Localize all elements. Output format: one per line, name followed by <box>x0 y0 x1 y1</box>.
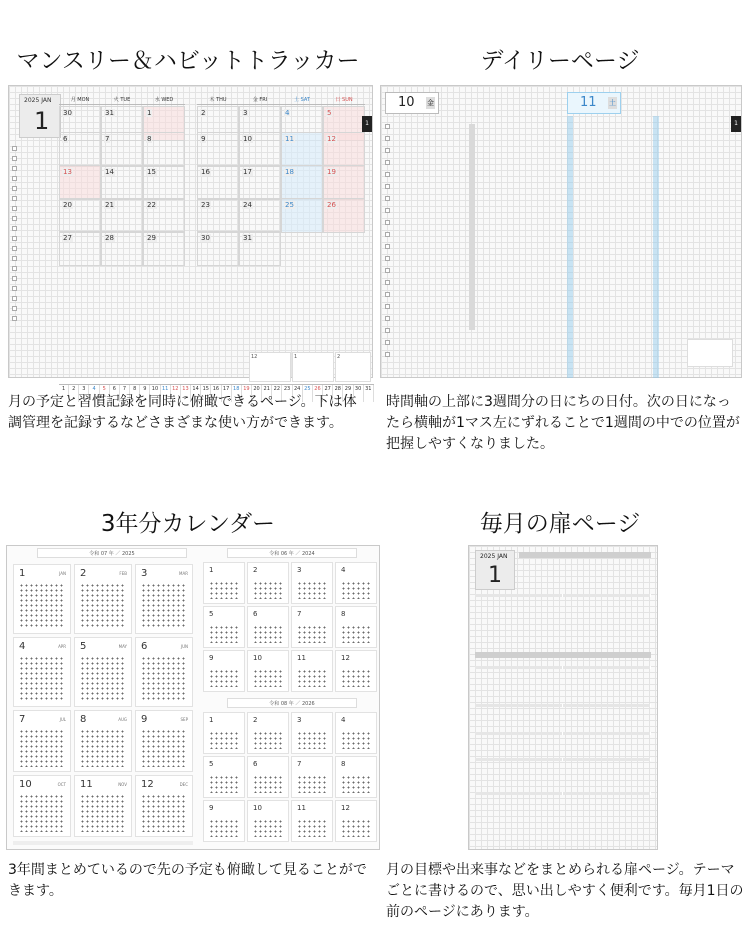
todo-checkbox[interactable] <box>385 172 390 177</box>
month-block: 1 <box>203 562 245 604</box>
month-block: 10 OCT <box>13 775 71 837</box>
habit-checkbox[interactable] <box>12 156 17 161</box>
month-block: 3 <box>291 712 333 754</box>
day-cell[interactable]: 24 <box>239 198 281 233</box>
day-cell[interactable]: 15 <box>143 165 185 200</box>
weekday-wed: 水 WED <box>143 96 185 105</box>
month-block: 9 <box>203 800 245 842</box>
mini-calendar-feb: 2 <box>335 352 371 382</box>
day-cell[interactable]: 18 <box>281 165 323 200</box>
week-column-highlight <box>653 116 659 378</box>
month-block: 5 <box>203 756 245 798</box>
mini-calendar-dec: 12 <box>249 352 291 382</box>
habit-checkbox[interactable] <box>12 186 17 191</box>
habit-checkbox[interactable] <box>12 316 17 321</box>
month-date-box <box>19 94 61 138</box>
month-block: 7 JUL <box>13 710 71 772</box>
day-cell[interactable]: 30 <box>197 231 239 266</box>
day-cell[interactable]: 5 <box>323 106 365 141</box>
month-block: 2 <box>247 562 289 604</box>
day-cell[interactable]: 13 <box>59 165 101 200</box>
year-heading-2026: 令和 08 年 ／ 2026 <box>227 698 357 708</box>
month-block: 9 <box>203 650 245 692</box>
todo-checkbox[interactable] <box>385 220 390 225</box>
todo-checkbox[interactable] <box>385 340 390 345</box>
todo-checkbox[interactable] <box>385 256 390 261</box>
month-block: 8 <box>335 756 377 798</box>
day-cell[interactable]: 11 <box>281 132 323 167</box>
todo-checkbox[interactable] <box>385 148 390 153</box>
month-block: 2 FEB <box>74 564 132 634</box>
yearly-title: 3年分カレンダー <box>100 511 276 537</box>
day-cell[interactable]: 4 <box>281 106 323 141</box>
habit-checkbox[interactable] <box>12 226 17 231</box>
habit-checkbox[interactable] <box>12 176 17 181</box>
month-tab[interactable]: 1 <box>731 116 741 132</box>
weekday-sat: 土 SAT <box>281 96 323 105</box>
todo-checkbox[interactable] <box>385 328 390 333</box>
month-block: 3 MAR <box>135 564 193 634</box>
todo-checkbox[interactable] <box>385 232 390 237</box>
month-block: 10 <box>247 650 289 692</box>
habit-checkbox[interactable] <box>12 286 17 291</box>
date-box-next: 11 土 <box>567 92 621 114</box>
month-block: 5 MAY <box>74 637 132 707</box>
todo-checkbox[interactable] <box>385 292 390 297</box>
door-description: 月の目標や出来事などをまとめられる扉ページ。テーマごとに書けるので、思い出しやすく便利です。毎月1日の前のページにあります。 <box>386 862 744 920</box>
habit-checkbox[interactable] <box>12 246 17 251</box>
month-tab[interactable]: 1 <box>362 116 372 132</box>
month-block: 12 <box>335 800 377 842</box>
month-block: 11 <box>291 800 333 842</box>
todo-checkbox[interactable] <box>385 268 390 273</box>
todo-checkbox[interactable] <box>385 196 390 201</box>
mini-calendar-jan: 1 <box>292 352 334 382</box>
monthly-title: マンスリー＆ハビットトラッカー <box>16 48 360 74</box>
todo-checkbox[interactable] <box>385 160 390 165</box>
month-block: 6 JUN <box>135 637 193 707</box>
day-cell[interactable]: 17 <box>239 165 281 200</box>
week-column-highlight <box>567 116 573 378</box>
habit-checkbox[interactable] <box>12 296 17 301</box>
theme-row <box>475 704 651 707</box>
weekday-sun: 日 SUN <box>323 96 365 105</box>
year-label: 2025 JAN <box>24 97 52 104</box>
day-cell[interactable]: 22 <box>143 198 185 233</box>
door-title: 毎月の扉ページ <box>479 511 641 537</box>
todo-checkbox[interactable] <box>385 304 390 309</box>
day-cell[interactable]: 16 <box>197 165 239 200</box>
month-block: 7 <box>291 606 333 648</box>
yearly-page <box>6 545 380 850</box>
month-block: 8 AUG <box>74 710 132 772</box>
theme-row <box>475 758 651 761</box>
todo-checkbox[interactable] <box>385 244 390 249</box>
weekday-fri: 金 FRI <box>239 96 281 105</box>
month-block: 4 APR <box>13 637 71 707</box>
todo-checkbox[interactable] <box>385 352 390 357</box>
day-cell[interactable]: 21 <box>101 198 143 233</box>
month-block: 10 <box>247 800 289 842</box>
todo-checkbox[interactable] <box>385 208 390 213</box>
habit-checkbox[interactable] <box>12 306 17 311</box>
time-axis <box>469 124 475 330</box>
door-page <box>468 545 658 850</box>
month-block: 11 NOV <box>74 775 132 837</box>
yearly-description: 3年間まとめているので先の予定も俯瞰して見ることができます。 <box>8 862 367 899</box>
theme-band <box>475 652 651 658</box>
habit-checkbox[interactable] <box>12 236 17 241</box>
day-cell[interactable]: 30 <box>59 106 101 141</box>
door-date-box: 2025 JAN 1 <box>475 550 515 590</box>
day-cell[interactable]: 12 <box>323 132 365 167</box>
weekday-tue: 火 TUE <box>101 96 143 105</box>
day-cell[interactable]: 27 <box>59 231 101 266</box>
habit-checkbox[interactable] <box>12 216 17 221</box>
day-cell[interactable]: 10 <box>239 132 281 167</box>
month-block: 9 SEP <box>135 710 193 772</box>
mini-calendar <box>687 339 733 367</box>
month-block: 6 <box>247 606 289 648</box>
month-block: 11 <box>291 650 333 692</box>
year-heading-2025: 令和 07 年 ／ 2025 <box>37 548 187 558</box>
day-cell[interactable]: 25 <box>281 198 323 233</box>
day-cell[interactable]: 31 <box>101 106 143 141</box>
habit-checkbox[interactable] <box>12 266 17 271</box>
month-block: 1 <box>203 712 245 754</box>
month-block: 12 DEC <box>135 775 193 837</box>
weekday-thu: 木 THU <box>197 96 239 105</box>
footnote <box>13 841 193 845</box>
month-block: 4 <box>335 562 377 604</box>
day-cell[interactable]: 14 <box>101 165 143 200</box>
day-cell[interactable]: 28 <box>101 231 143 266</box>
month-block: 5 <box>203 606 245 648</box>
month-block: 8 <box>335 606 377 648</box>
day-cell[interactable]: 3 <box>239 106 281 141</box>
day-cell[interactable]: 31 <box>239 231 281 266</box>
todo-checkbox[interactable] <box>385 136 390 141</box>
day-cell[interactable]: 26 <box>323 198 365 233</box>
todo-checkbox[interactable] <box>385 316 390 321</box>
theme-row <box>475 666 651 669</box>
todo-checkbox[interactable] <box>385 280 390 285</box>
daily-page <box>380 85 742 378</box>
weekday-mon: 月 MON <box>59 96 101 105</box>
habit-checkbox[interactable] <box>12 206 17 211</box>
month-block: 7 <box>291 756 333 798</box>
theme-row <box>475 732 651 735</box>
monthly-page <box>8 85 373 392</box>
day-cell[interactable]: 20 <box>59 198 101 233</box>
month-block: 2 <box>247 712 289 754</box>
habit-day-strip: 1 2 3 4 5 6 7 8 9 10 11 12 13 14 15 16 17 18 19 20 21 22 23 24 25 26 27 28 29 30 31 <box>59 384 374 402</box>
theme-band <box>519 552 651 558</box>
day-cell[interactable]: 2 <box>197 106 239 141</box>
month-block: 6 <box>247 756 289 798</box>
daily-title: デイリーページ <box>480 48 640 74</box>
todo-checkbox[interactable] <box>385 124 390 129</box>
day-cell[interactable]: 1 <box>143 106 185 141</box>
month-block: 4 <box>335 712 377 754</box>
year-heading-2024: 令和 06 年 ／ 2024 <box>227 548 357 558</box>
theme-row <box>475 792 651 795</box>
day-cell[interactable]: 7 <box>101 132 143 167</box>
day-cell[interactable]: 8 <box>143 132 185 167</box>
day-cell[interactable]: 6 <box>59 132 101 167</box>
day-cell[interactable]: 23 <box>197 198 239 233</box>
month-block: 3 <box>291 562 333 604</box>
habit-checkbox[interactable] <box>12 276 17 281</box>
habit-checkbox[interactable] <box>12 256 17 261</box>
habit-checkbox[interactable] <box>12 166 17 171</box>
todo-checkbox[interactable] <box>385 184 390 189</box>
monthly-description: 月の予定と習慣記録を同時に俯瞰できるページ。下は体調管理を記録するなどさまざまな使い方ができます。 <box>8 394 357 431</box>
daily-description: 時間軸の上部に3週間分の日にちの日付。次の日になったら横軸が1マス左にずれることで1週間の中での位置が把握しやすくなりました。 <box>386 394 740 452</box>
month-block: 1 JAN <box>13 564 71 634</box>
habit-checkbox[interactable] <box>12 146 17 151</box>
day-cell[interactable]: 19 <box>323 165 365 200</box>
date-box-today: 10 金 <box>385 92 439 114</box>
day-cell[interactable]: 29 <box>143 231 185 266</box>
month-number: 1 <box>34 107 50 135</box>
day-cell[interactable]: 9 <box>197 132 239 167</box>
habit-checkbox[interactable] <box>12 196 17 201</box>
month-block: 12 <box>335 650 377 692</box>
theme-row <box>475 594 651 597</box>
